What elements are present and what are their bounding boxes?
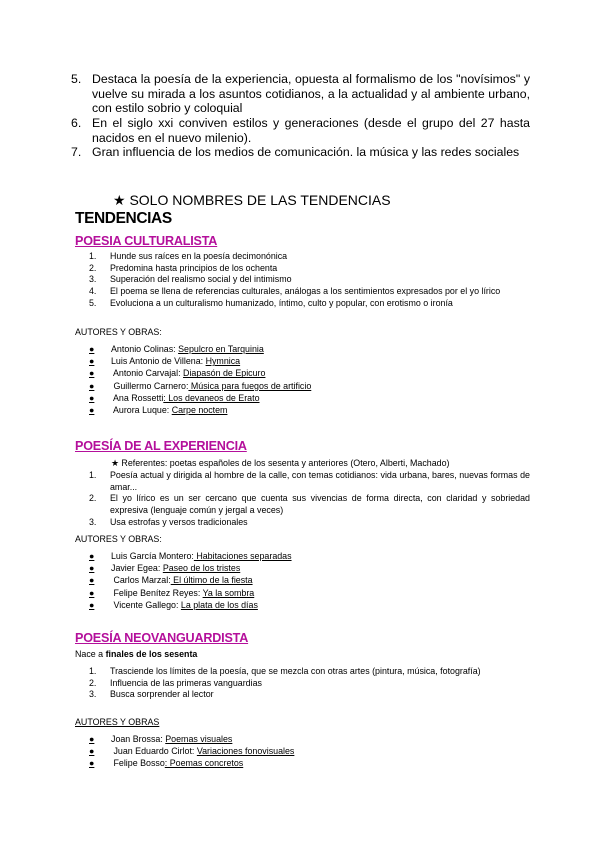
item-number: 2. (89, 493, 97, 504)
author-name: Felipe Bosso (111, 758, 165, 769)
bullet-icon: ● (89, 405, 95, 416)
bullet-icon: ● (89, 575, 95, 586)
bullet-icon: ● (89, 380, 95, 391)
item-number: 1. (89, 470, 97, 480)
bullet-icon: ● (89, 746, 95, 757)
author-name: Javier Egea: (111, 563, 163, 574)
authors-label: AUTORES Y OBRAS: (75, 534, 162, 544)
authors-label: AUTORES Y OBRAS: (75, 327, 162, 337)
list-item (71, 116, 530, 145)
author-item (89, 574, 292, 586)
author-item (89, 343, 311, 355)
item-text: Evoluciona a un culturalismo humanizado, íntimo, culto y popular, con erotismo o ironía (110, 297, 453, 308)
work-title: Paseo de los tristes (162, 563, 241, 574)
culturalista-list (89, 251, 530, 310)
item-text: Poesía actual y dirigida al hombre de la calle, con temas cotidianos: vida urbana, bares, nuevas formas de amar... (110, 470, 530, 492)
author-item (89, 367, 311, 379)
bullet-icon: ● (89, 563, 95, 574)
list-item (89, 493, 530, 516)
section-title-experiencia: POESÍA DE AL EXPERIENCIA (75, 439, 247, 453)
author-item (89, 587, 292, 599)
author-name: Luis Antonio de Villena: (111, 356, 206, 367)
bullet-icon: ● (89, 356, 95, 367)
list-item (89, 297, 530, 310)
item-number: 3. (89, 516, 97, 527)
list-item (71, 72, 530, 116)
culturalista-authors (89, 343, 311, 416)
bullet-icon: ● (89, 368, 95, 379)
author-name: Luis García Montero: (111, 551, 194, 561)
work-title: Habitaciones separadas (193, 551, 292, 561)
author-name: Felipe Benítez Reyes: (111, 587, 203, 598)
item-number: 4. (89, 286, 97, 297)
list-item (71, 145, 530, 175)
author-name: Joan Brossa: (111, 734, 166, 744)
work-title: : Los devaneos de Erato (163, 392, 260, 403)
list-item (89, 286, 530, 298)
bullet-icon: ● (89, 392, 95, 403)
author-name: Ana Rossetti (111, 392, 164, 403)
page-title: TENDENCIAS (75, 210, 172, 227)
intro-bold: finales de los sesenta (105, 649, 198, 659)
list-item (89, 262, 530, 275)
work-title: Diapasón de Epicuro (183, 368, 266, 379)
neovanguardista-list (89, 666, 530, 701)
author-name: Guillermo Carnero: (111, 380, 189, 391)
author-item (89, 599, 292, 611)
item-number: 6. (71, 116, 82, 130)
intro-prefix: Nace a (75, 649, 106, 659)
work-title: La plata de los días (180, 599, 258, 610)
work-title: Variaciones fonovisuales (196, 746, 295, 757)
list-item (89, 251, 530, 263)
experiencia-authors (89, 550, 292, 611)
bullet-icon: ● (89, 599, 95, 610)
item-text: Hunde sus raíces en la poesía decimonónica (110, 251, 288, 261)
author-item (89, 392, 311, 404)
author-item (89, 757, 294, 769)
star-heading: ★ SOLO NOMBRES DE LAS TENDENCIAS (113, 192, 391, 208)
work-title: El último de la fiesta (170, 575, 253, 586)
list-item (89, 516, 530, 529)
section-title-culturalista: POESIA CULTURALISTA (75, 234, 218, 248)
list-item (89, 274, 530, 286)
item-text: Trasciende los límites de la poesía, que se mezcla con otras artes (pintura, música, fotografía) (110, 666, 481, 676)
item-number: 7. (71, 145, 82, 159)
list-item (89, 666, 530, 678)
item-text: Gran influencia de los medios de comunicación. la música y las redes sociales (92, 145, 520, 159)
author-item (89, 745, 294, 757)
bullet-icon: ● (89, 551, 95, 561)
author-name: Juan Eduardo Cirlot: (111, 746, 197, 757)
experiencia-list (89, 470, 530, 529)
list-item (89, 470, 530, 493)
item-text: Destaca la poesía de la experiencia, opuesta al formalismo de los "novísimos" y vuelve su mirada a los asuntos cotidianos, a la actualidad y al ambiente urbano, con estilo sobrio y coloquial (92, 72, 530, 116)
item-number: 2. (89, 262, 97, 273)
item-number: 5. (89, 297, 97, 308)
item-text: El yo lírico es un ser cercano que cuenta sus vivencias de forma directa, con claridad y sobriedad expresiva (lenguaje común y jergal a veces) (110, 493, 530, 516)
author-name: Carlos Marzal: (111, 575, 171, 586)
author-item (89, 404, 311, 416)
bullet-icon: ● (89, 587, 95, 598)
work-title: Sepulcro en Tarquinia (178, 344, 264, 354)
author-item (89, 733, 294, 745)
referentes-note: ★ Referentes: poetas españoles de los sesenta y anteriores (Otero, Alberti, Machado) (111, 458, 450, 468)
item-number: 3. (89, 689, 97, 700)
item-text: El poema se llena de referencias culturales, análogas a los sentimientos expresados por el yo lírico (110, 286, 501, 297)
work-title: Poemas visuales (165, 734, 233, 744)
authors-label: AUTORES Y OBRAS (75, 717, 160, 727)
author-item (89, 355, 311, 367)
item-text: Busca sorprender al lector (110, 689, 214, 700)
item-number: 3. (89, 274, 97, 285)
item-text: Influencia de las primeras vanguardias (110, 677, 262, 688)
item-text: Predomina hasta principios de los ochenta (110, 262, 278, 273)
list-item (89, 689, 530, 701)
item-text: Superación del realismo social y del intimismo (110, 274, 292, 285)
item-number: 1. (89, 251, 97, 261)
author-name: Antonio Carvajal: (111, 368, 184, 379)
intro-list (71, 72, 530, 175)
neovanguardista-intro (75, 649, 197, 661)
work-title: : Poemas concretos (164, 758, 244, 769)
bullet-icon: ● (89, 344, 95, 354)
item-number: 1. (89, 666, 97, 676)
author-name: Antonio Colinas: (111, 344, 179, 354)
author-name: Vicente Gallego: (111, 599, 181, 610)
item-text: En el siglo xxi conviven estilos y generaciones (desde el grupo del 27 hasta nacidos en el nuevo milenio). (92, 116, 530, 145)
work-title: Carpe noctem (171, 405, 228, 416)
item-number: 5. (71, 72, 82, 86)
author-item (89, 380, 311, 392)
work-title: Ya la sombra (202, 587, 255, 598)
section-title-neovanguardista: POESÍA NEOVANGUARDISTA (75, 631, 249, 645)
author-name: Aurora Luque: (111, 405, 172, 416)
work-title: Hymnica (205, 356, 241, 367)
author-item (89, 550, 292, 562)
item-number: 2. (89, 677, 97, 688)
bullet-icon: ● (89, 758, 95, 769)
work-title: Música para fuegos de artificio (188, 380, 312, 391)
neovanguardista-authors (89, 733, 294, 770)
bullet-icon: ● (89, 734, 95, 744)
author-item (89, 562, 292, 574)
item-text: Usa estrofas y versos tradicionales (110, 516, 248, 527)
list-item (89, 677, 530, 690)
